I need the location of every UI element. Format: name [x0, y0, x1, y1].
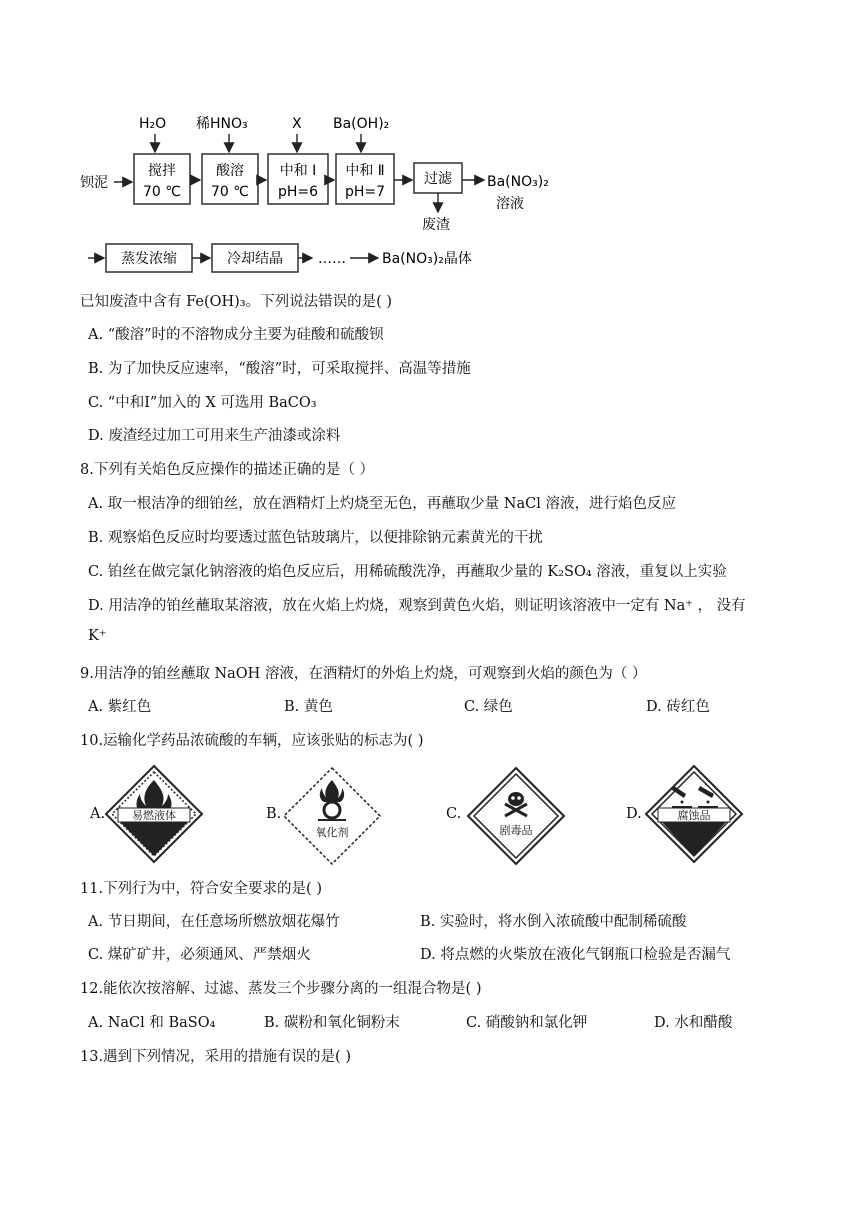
- option-b: B. 观察焰色反应时均要透过蓝色钴玻璃片，以便排除钠元素黄光的干扰: [88, 530, 543, 546]
- start-material: 钡泥: [80, 175, 108, 191]
- sign-label: 易燃液体: [132, 809, 176, 822]
- sign-corrosive: [644, 764, 744, 864]
- question-stem: 13.遇到下列情况，采用的措施有误的是( ): [80, 1049, 351, 1065]
- option-d: D. 用洁净的铂丝蘸取某溶液，放在火焰上灼烧，观察到黄色火焰，则证明该溶液中一定有 Na⁺ ， 没有: [88, 598, 746, 614]
- reagent-label: 稀HNO₃: [196, 116, 248, 132]
- option-b-letter: B.: [266, 806, 282, 822]
- waste-label: 废渣: [422, 217, 450, 233]
- reagent-label: X: [292, 116, 302, 132]
- option-c: C. 煤矿矿井，必须通风、严禁烟火: [88, 947, 311, 963]
- step-condition: 70 ℃: [143, 184, 181, 200]
- option-b: B. 为了加快反应速率，“酸溶”时，可采取搅拌、高温等措施: [88, 361, 471, 377]
- process-flowchart: [0, 0, 860, 290]
- step-condition: pH=6: [277, 184, 319, 200]
- option-d: D. 废渣经过加工可用来生产油漆或涂料: [88, 428, 341, 444]
- option-d: D. 砖红色: [646, 699, 710, 715]
- step-label: 冷却结晶: [227, 251, 283, 267]
- output-product: Ba(NO₃)₂: [487, 174, 549, 190]
- question-stem: 10.运输化学药品浓硫酸的车辆，应该张贴的标志为( ): [80, 733, 424, 749]
- step-condition: 70 ℃: [211, 184, 249, 200]
- option-b: B. 黄色: [284, 699, 333, 715]
- step-label: 搅拌: [148, 163, 176, 179]
- option-c-letter: C.: [446, 806, 462, 822]
- question-stem: 12.能依次按溶解、过滤、蒸发三个步骤分离的一组混合物是( ): [80, 981, 482, 997]
- option-d: D. 将点燃的火柴放在液化气钢瓶口检验是否漏气: [420, 947, 731, 963]
- step-label: 蒸发浓缩: [121, 251, 177, 267]
- output-product-state: 溶液: [496, 196, 524, 212]
- option-c: C. 铂丝在做完氯化钠溶液的焰色反应后，用稀硫酸洗净，再蘸取少量的 K₂SO₄ 溶液，重复以上实验: [88, 564, 727, 580]
- sign-flammable-liquid: [104, 764, 204, 864]
- option-a: A. NaCl 和 BaSO₄: [88, 1015, 216, 1031]
- option-d: D. 水和醋酸: [654, 1015, 733, 1031]
- step-label: 中和 Ⅰ: [279, 163, 317, 179]
- step-label: 过滤: [424, 171, 452, 187]
- option-c: C. “中和Ⅰ”加入的 X 可选用 BaCO₃: [88, 395, 317, 411]
- step-condition: pH=7: [344, 184, 386, 200]
- option-c: C. 硝酸钠和氯化钾: [466, 1015, 588, 1031]
- step-label: 酸溶: [216, 163, 244, 179]
- option-d-letter: D.: [626, 806, 642, 822]
- option-a: A. 节日期间，在任意场所燃放烟花爆竹: [88, 914, 340, 930]
- reagent-label: Ba(OH)₂: [333, 116, 390, 132]
- reagent-label: H₂O: [139, 116, 167, 132]
- sign-label: 氧化剂: [315, 826, 349, 839]
- final-product: Ba(NO₃)₂晶体: [382, 251, 472, 267]
- question-stem: 已知废渣中含有 Fe(OH)₃。下列说法错误的是( ): [80, 294, 393, 310]
- ellipsis: ……: [318, 251, 346, 267]
- option-d-continued: K⁺: [88, 628, 107, 644]
- option-c: C. 绿色: [464, 699, 513, 715]
- sign-toxic: [466, 766, 566, 866]
- sign-oxidizer: [282, 766, 382, 866]
- option-b: B. 碳粉和氧化铜粉末: [264, 1015, 400, 1031]
- option-b: B. 实验时，将水倒入浓硫酸中配制稀硫酸: [420, 914, 687, 930]
- sign-label: 剧毒品: [499, 824, 533, 837]
- option-a: A. 取一根洁净的细铂丝，放在酒精灯上灼烧至无色，再蘸取少量 NaCl 溶液，进行焰色反应: [88, 496, 676, 512]
- option-a: A. 紫红色: [88, 699, 152, 715]
- option-a: A. “酸溶”时的不溶物成分主要为硅酸和硫酸钡: [88, 327, 384, 343]
- sign-label: 腐蚀品: [677, 809, 711, 822]
- option-a-letter: A.: [90, 806, 106, 822]
- question-stem: 11.下列行为中，符合安全要求的是( ): [80, 881, 322, 897]
- question-stem: 8.下列有关焰色反应操作的描述正确的是（ ）: [80, 462, 374, 478]
- step-label: 中和 Ⅱ: [345, 163, 385, 179]
- question-stem: 9.用洁净的铂丝蘸取 NaOH 溶液，在酒精灯的外焰上灼烧，可观察到火焰的颜色为（ ）: [80, 666, 647, 682]
